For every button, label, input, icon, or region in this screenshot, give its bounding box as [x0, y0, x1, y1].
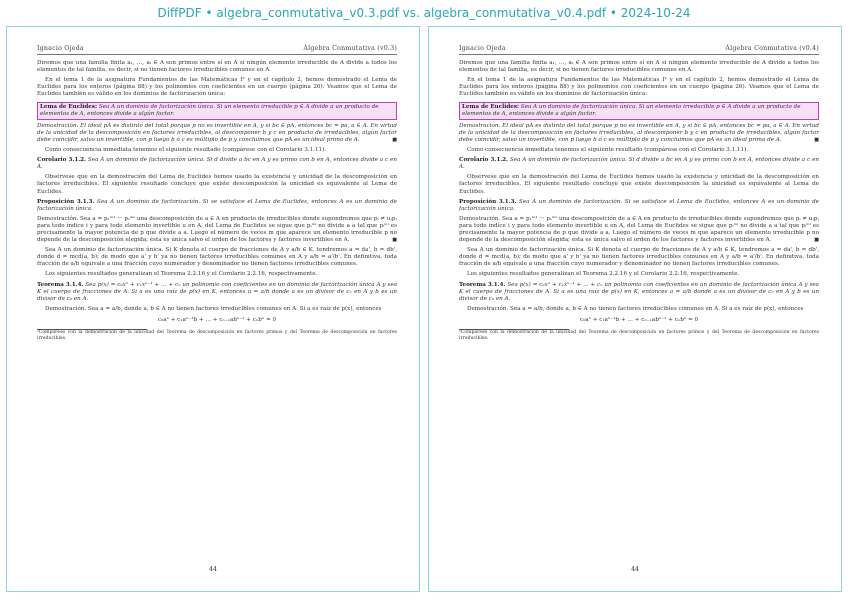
theorem-title: Teorema 3.1.4. — [37, 281, 84, 288]
equation: c₀aⁿ + c₁aⁿ⁻¹b + … + cₙ₋₁abⁿ⁻¹ + cₙbⁿ = 0 — [157, 316, 277, 323]
theorem — [37, 282, 397, 303]
lemma-body: Sea A un dominio de factorización única. Si un elemento irreducible p ∈ A divide a un producto de elementos de A, entonces divide a algún factor. — [40, 103, 379, 117]
paragraph: Como consecuencia inmediata tenemos el siguiente resultado (compárese con el Corolario 3.1.11). — [45, 147, 327, 154]
diff-highlight — [37, 102, 397, 120]
paragraph: Demostración. Sea a = a/b, donde a, b ∈ A no tienen factores irreducibles comunes en A. Si a es raíz de p(x), entonces — [467, 305, 804, 312]
window-title: DiffPDF • algebra_conmutativa_v0.3.pdf vs. algebra_conmutativa_v0.4.pdf • 2024-10-24 — [157, 6, 691, 20]
corollary-title: Corolario 3.1.2. — [459, 157, 509, 164]
running-header — [459, 45, 819, 55]
right-page-content — [459, 45, 819, 591]
corollary-body: Sea A un dominio de factorización única. Si d divide a bc en A y es primo con b en A, entonces divide a c en A. — [37, 157, 397, 171]
theorem-body: Sea p(x) = c₀xⁿ + c₁xⁿ⁻¹ + … + cₙ un polinomio con coeficientes en un dominio de factorización única A y sea K el cuerpo de fracciones de A. Si a es una raíz de p(x) en K, entonces a = a/b donde a es un divisor de cₙ en A y b es un divisor de c₀ en A. — [459, 281, 820, 302]
paragraph: Demostración. Sea a = a/b, donde a, b ∈ A no tienen factores irreducibles comunes en A. Si a es raíz de p(x), entonces — [45, 305, 382, 312]
paragraph: Obsérvese que en la demostración del Lema de Euclides hemos usado la existencia y unicidad de la descomposición en factores irreducibles. El siguiente resultado concluye que existe descomposición la unicidad es equivalente al Lema de Euclides. — [459, 174, 819, 195]
corollary-title: Corolario 3.1.2. — [37, 157, 87, 164]
equation: c₀aⁿ + c₁aⁿ⁻¹b + … + cₙ₋₁abⁿ⁻¹ + cₙbⁿ = 0 — [579, 316, 699, 323]
running-header — [37, 45, 397, 55]
left-pdf-page[interactable] — [6, 26, 420, 592]
footnote: ²Compárese con la demostración de la unicidad del Teorema de descomposición en factores primos y del Teorema de descomposición en factores irreducibles. — [37, 330, 397, 341]
paragraph: En el tema 1 de la asignatura Fundamentos de las Matemáticas I² y en el capítulo 2, hemos demostrado el Lema de Euclides para los enteros (página 88) y los polinomios con coeficientes en un cuerpo (página 26). Veamos que el Lema de Euclides también es válido en los dominios de factorización única: — [459, 77, 819, 98]
proposition-title: Proposición 3.1.3. — [459, 198, 517, 205]
paragraph: Los siguientes resultados generalizan el Teorema 2.2.16 y el Corolario 2.2.16, respectivamente. — [467, 271, 740, 278]
paragraph: Diremos que una familia finita a₁, …, aₜ ∈ A son primos entre sí en A si ningún elemento irreducible de A divide a todos los elementos de tal familia, es decir, si no tienen factores irreducibles comunes en A. — [37, 60, 397, 74]
proof-text: Demostración. El ideal pA es distinto del total porque p no es invertible en A, y si bc ∈ pA, entonces bc = pa, a ∈ A. En virtud de la unicidad de la descomposición en factores irreducibles, al descomponer b y c en producto de irreducibles, algún factor debe coincidir, salvo un invertible, con p luego b ó c es múltiplo de p y concluimos que pA es un ideal primo de A. — [37, 122, 397, 143]
proof-text: Demostración. El ideal pA es distinto del total porque p no es invertible en A, y si bc ∈ pA, entonces bc = pa, a ∈ A. En virtud de la unicidad de la descomposición en factores irreducibles, al descomponer b y c en producto de irreducibles, algún factor debe coincidir, salvo un invertible, con p luego b ó c es múltiplo de p y concluimos que pA es un ideal primo de A. — [459, 122, 819, 143]
paragraph: Sea A un dominio de factorización única. Si K denota el cuerpo de fracciones de A y a/b ∈ K, tendremos a = da', b = db', donde d = mcd(a, b); de modo que a' y b' ya no tienen factores irreducibles comunes en A y a/b = a'/b'. En definitiva, toda fracción de a/b equivale a una fracción cuyo numerador y denominador no tienen factores irreducibles comunes. — [37, 247, 397, 268]
corollary-body: Sea A un dominio de factorización única. Si d divide a bc en A y es primo con b en A, entonces divide a c en A. — [459, 157, 819, 171]
paragraph: Como consecuencia inmediata tenemos el siguiente resultado (compárese con el Corolario 3.1.11). — [467, 147, 749, 154]
proposition-body: Sea A un dominio de factorización. Si se satisface el Lema de Euclides, entonces A es un dominio de factorización única. — [459, 198, 819, 212]
paragraph — [459, 216, 819, 244]
corollary — [37, 157, 397, 171]
proposition — [459, 199, 819, 213]
qed-mark: ■ — [392, 136, 397, 143]
paragraph: En el tema 1 de la asignatura Fundamentos de las Matemáticas I² y en el capítulo 2, hemos demostrado el Lema de Euclides para los enteros (página 88) y los polinomios con coeficientes en un cuerpo (página 26). Veamos que el Lema de Euclides también es válido en los dominios de factorización única: — [37, 77, 397, 98]
proposition-title: Proposición 3.1.3. — [37, 198, 95, 205]
qed-mark: ■ — [814, 237, 819, 244]
left-page-content — [37, 45, 397, 591]
header-author: Ignacio Ojeda — [37, 45, 84, 52]
page-number: 44 — [209, 566, 217, 573]
paragraph: Sea A un dominio de factorización única. Si K denota el cuerpo de fracciones de A y a/b ∈ K, tendremos a = da', b = db', donde d = mcd(a, b); de modo que a' y b' ya no tienen factores irreducibles comunes en A y a/b = a'/b'. En definitiva, toda fracción de a/b equivale a una fracción cuyo numerador y denominador no tienen factores irreducibles comunes. — [459, 247, 819, 268]
lemma-title: Lema de Euclides: — [40, 103, 98, 110]
paragraph: Diremos que una familia finita a₁, …, aₜ ∈ A son primos entre sí en A si ningún elemento irreducible de A divide a todos los elementos de tal familia, es decir, si no tienen factores irreducibles comunes en A. — [459, 60, 819, 74]
theorem-title: Teorema 3.1.4. — [459, 281, 506, 288]
lemma-title: Lema de Euclides: — [462, 103, 520, 110]
paragraph — [37, 216, 397, 244]
header-book-title: Álgebra Conmutativa (v0.3) — [303, 45, 397, 52]
lemma-body: Sea A un dominio de factorización única. Si un elemento irreducible p ∈ A divide a un producto de elementos de A, entonces divide a algún factor. — [462, 103, 801, 117]
theorem-body: Sea p(x) = c₀xⁿ + c₁xⁿ⁻¹ + … + cₙ un polinomio con coeficientes en un dominio de factorización única A y sea K el cuerpo de fracciones de A. Si a es una raíz de p(x) en K, entonces a = a/b donde a es un divisor de cₙ en A y b es un divisor de c₀ en A. — [37, 281, 398, 302]
proposition — [37, 199, 397, 213]
qed-mark: ■ — [814, 136, 819, 143]
footnote: ²Compárese con la demostración de la unicidad del Teorema de descomposición en factores primos y del Teorema de descomposición en factores irreducibles. — [459, 330, 819, 341]
corollary — [459, 157, 819, 171]
paragraph: Obsérvese que en la demostración del Lema de Euclides hemos usado la existencia y unicidad de la descomposición en factores irreducibles. El siguiente resultado concluye que existe descomposición la unicidad es equivalente al Lema de Euclides. — [37, 174, 397, 195]
theorem — [459, 282, 819, 303]
page-number: 44 — [631, 566, 639, 573]
header-book-title: Álgebra Conmutativa (v0.4) — [725, 45, 819, 52]
right-pdf-page[interactable] — [428, 26, 842, 592]
proof-text: Demostración. Sea a = p₁ᵐ¹ ··· pₛᵐˢ una descomposición de a ∈ A en producto de irreducibles donde supondremos que pᵢ ≠ uⱼpⱼ para todo índice i y para todo elemento invertible u en A, del Lema de Euclides se sigue que pᵢᵐⁱ no divide a a tal que pᵢᵐⁱ es precisamente la mayor potencia de p que divide a a. Luego el número de veces m que aparece un elemento irreducible p no depende de la descomposición elegida; ésta es única salvo el orden de los factores y factores invertibles en A. — [459, 215, 819, 244]
diff-highlight — [459, 102, 819, 120]
paragraph: Los siguientes resultados generalizan el Teorema 2.2.16 y el Corolario 2.2.16, respectivamente. — [45, 271, 318, 278]
proof-text: Demostración. Sea a = p₁ᵐ¹ ··· pₛᵐˢ una descomposición de a ∈ A en producto de irreducibles donde supondremos que pᵢ ≠ uⱼpⱼ para todo índice i y para todo elemento invertible u en A, del Lema de Euclides se sigue que pᵢᵐⁱ no divide a a tal que pᵢᵐⁱ es precisamente la mayor potencia de p que divide a a. Luego el número de veces m que aparece un elemento irreducible p no depende de la descomposición elegida; ésta es única salvo el orden de los factores y factores invertibles en A. — [37, 215, 397, 244]
paragraph — [459, 123, 819, 144]
header-author: Ignacio Ojeda — [459, 45, 506, 52]
qed-mark: ■ — [392, 237, 397, 244]
paragraph — [37, 123, 397, 144]
proposition-body: Sea A un dominio de factorización. Si se satisface el Lema de Euclides, entonces A es un dominio de factorización única. — [37, 198, 397, 212]
